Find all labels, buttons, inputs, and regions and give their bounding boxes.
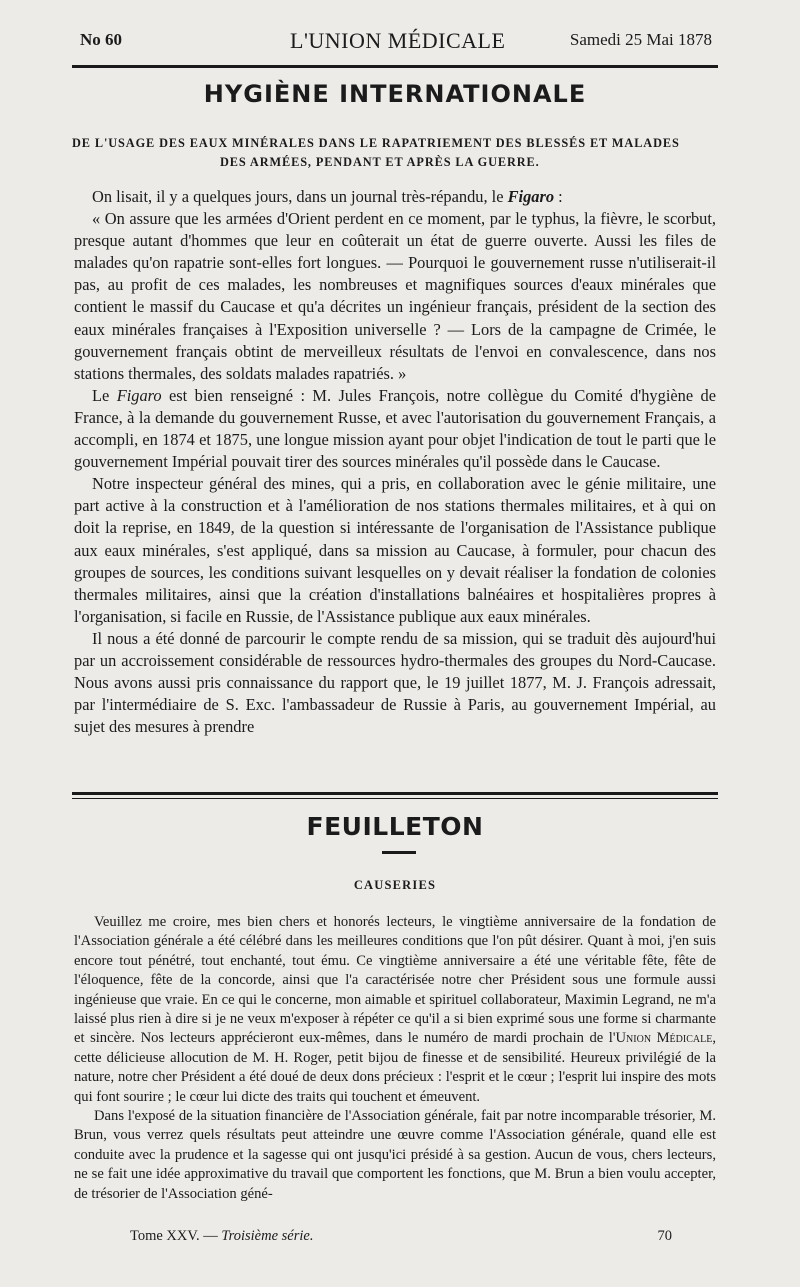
header-rule xyxy=(72,65,718,68)
title-dash xyxy=(382,851,416,854)
feuilleton-body xyxy=(74,913,716,1204)
page-number: 70 xyxy=(657,1228,672,1244)
feuilleton-rule-top xyxy=(72,792,718,795)
tome-label: Tome XXV. — Troisième série. xyxy=(130,1228,314,1244)
article-subtitle-line2: DES ARMÉES, PENDANT ET APRÈS LA GUERRE. xyxy=(220,155,540,169)
article-paragraph: Notre inspecteur général des mines, qui a pris, en collaboration avec le génie militaire, une part active à la construction et à l'amélioration de nos stations thermales militaires, et à qui on doit la reprise, en 1849, de la question si intéressante de l'organisation de l'Assistance publique aux eaux minérales, s'est appliqué, dans sa mission au Caucase, à formuler, pour chacun des groupes de sources, les conditions suivant lesquelles on y devait réaliser la fondation de colonies thermales militaires, ainsi que la création d'installations balnéaires et hospitalières propres à l'organisation, si facile en Russie, de l'Assistance publique aux eaux minérales. xyxy=(74,474,716,626)
page-footer xyxy=(130,1228,672,1248)
feuilleton-rule-bottom xyxy=(72,798,718,799)
issue-date: Samedi 25 Mai 1878 xyxy=(569,30,712,49)
running-head xyxy=(80,28,712,54)
article-paragraph: On lisait, il y a quelques jours, dans un journal très-répandu, le Figaro : xyxy=(92,187,563,206)
article-paragraph: Il nous a été donné de parcourir le compte rendu de sa mission, qui se traduit dès aujourd'hui par un accroissement considérable de ressources hydro-thermales des groupes du Nord-Caucase. Nous avons aussi pris connaissance du rapport que, le 19 juillet 1877, M. J. François adressait, par l'intermédiaire de S. Exc. l'ambassadeur de Russie à Paris, au gouvernement Impérial, au sujet des mesures à prendre xyxy=(74,628,716,737)
article-body xyxy=(74,186,716,738)
feuilleton-title: FEUILLETON xyxy=(306,812,484,841)
feuilleton-paragraph: Dans l'exposé de la situation financière de l'Association générale, fait par notre incomparable trésorier, M. Brun, vous verrez quels résultats peut atteindre une œuvre comme l'Association générale, quand elle est conduite avec la prudence et la sagesse qui ont jusqu'ici présidé à sa gestion. Aucun de vous, chers lecteurs, ne se fait une idée approximative du travail que comportent les fonctions, que M. Brun a bien voulu accepter, de trésorier de l'Association géné- xyxy=(74,1108,716,1202)
figaro-quote: « On assure que les armées d'Orient perdent en ce moment, par le typhus, la fièvre, le scorbut, presque autant d'hommes que leur en coûterait un état de guerre ouverte. Aussi les files de malades qu'on rapatrie sont-elles fort longues. — Pourquoi le gouvernement russe n'utiliserait-il pas, au profit de ces malades, les nombreuses et magnifiques sources d'eaux minérales que contient le massif du Caucase et qu'a décrites un ingénieur français, président de la section des eaux minérales françaises à l'Exposition universelle ? — Lors de la campagne de Crimée, le gouvernement français obtint de merveilleux résultats de l'envoi en convalescence, dans nos stations thermales, des soldats malades rapatriés. » xyxy=(74,209,716,383)
article-subtitle-line1: DE L'USAGE DES EAUX MINÉRALES DANS LE RAPATRIEMENT DES BLESSÉS ET MALADES xyxy=(72,136,680,150)
article-subtitle xyxy=(72,134,718,172)
journal-title: L'UNION MÉDICALE xyxy=(290,28,506,53)
issue-number: No 60 xyxy=(80,30,123,49)
feuilleton-paragraph: Veuillez me croire, mes bien chers et honorés lecteurs, le vingtième anniversaire de la fondation de l'Association générale a été célébré dans les meilleures conditions que l'on pût désirer. Quant à moi, j'en suis encore tout pénétré, tout enchanté, tout ému. Ce vingtième anniversaire a été une véritable fête, fête de l'éloquence, fête de la concorde, ainsi que l'a caractérisée notre cher Président sous une formule aussi ingénieuse que vraie. En ce qui le concerne, mon aimable et spirituel collaborateur, Maximin Legrand, ne m'a laissé plus rien à dire si je ne veux m'exposer à répéter ce qu'il a si bien exprimé sous une forme si charmante et sincère. Nos lecteurs apprécieront eux-mêmes, dans le numéro de mardi prochain de l'Union Médicale, cette délicieuse allocution de M. H. Roger, petit bijou de finesse et de sensibilité. Heureux privilégié de la nature, notre cher Président a été doué de deux dons précieux : l'esprit et le cœur ; l'esprit lui inspire des mots qui font sourire ; le cœur lui dicte des traits qui touchent et émeuvent. xyxy=(74,914,716,1105)
section-title: HYGIÈNE INTERNATIONALE xyxy=(203,80,587,108)
feuilleton-subtitle: CAUSERIES xyxy=(353,878,437,892)
article-paragraph: Le Figaro est bien renseigné : M. Jules François, notre collègue du Comité d'hygiène de France, à la demande du gouvernement Russe, et avec l'autorisation du gouvernement Français, a accompli, en 1874 et 1875, une longue mission ayant pour objet l'indication de tout le parti que le gouvernement Impérial pouvait tirer des sources minérales qu'il possède dans le Caucase. xyxy=(74,385,716,472)
